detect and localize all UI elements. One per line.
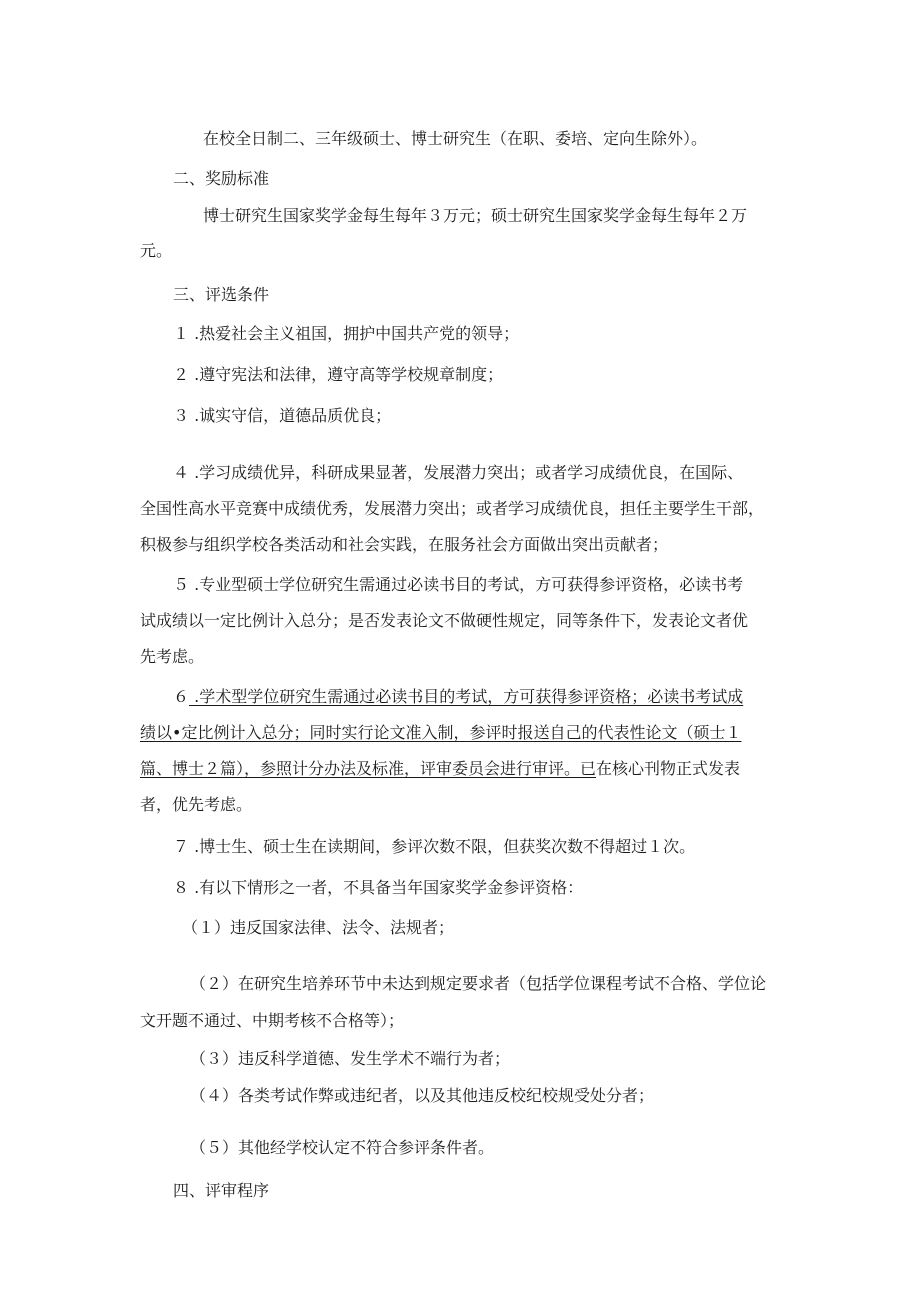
- sub-item: （２）在研究生培养环节中未达到规定要求者（包括学位课程考试不合格、学位论: [190, 974, 767, 993]
- condition-item: １ .热爱社会主义祖国，拥护中国共产党的领导；: [173, 324, 520, 343]
- reward-line: 元。: [140, 241, 173, 260]
- condition-number: ６: [173, 687, 190, 706]
- underlined-text: 篇、博士２篇），参照计分办法及标准，评审委员会进行审评。已: [140, 759, 597, 778]
- eligibility-line: 在校全日制二、三年级硕士、博士研究生（在职、委培、定向生除外）。: [203, 129, 708, 148]
- reward-line: 博士研究生国家奖学金每生每年３万元；硕士研究生国家奖学金每生每年２万: [203, 206, 748, 225]
- condition-item: ７ .博士生、硕士生在读期间，参评次数不限，但获奖次数不得超过１次。: [173, 837, 696, 856]
- reward-heading: 二、奖励标准: [173, 169, 270, 188]
- plain-text: 在核心刊物正式发表: [596, 759, 741, 778]
- review-heading: 四、评审程序: [173, 1181, 270, 1200]
- condition-item-cont: [140, 758, 740, 780]
- sub-item: （５）其他经学校认定不符合参评条件者。: [190, 1138, 495, 1157]
- sub-item: （４）各类考试作弊或违纪者，以及其他违反校纪校规受处分者；: [190, 1086, 655, 1105]
- underlined-text: 绩以•定比例计入总分；同时实行论文准入制，参评时报送自己的代表性论文（硕士１: [140, 723, 742, 742]
- conditions-heading: 三、评选条件: [173, 285, 270, 304]
- condition-item-cont: 全国性高水平竞赛中成绩优秀，发展潜力突出；或者学习成绩优良，担任主要学生干部，: [140, 499, 765, 518]
- condition-item: [173, 686, 743, 708]
- condition-item: ５ .专业型硕士学位研究生需通过必读书目的考试，方可获得参评资格，必读书考: [173, 575, 744, 594]
- condition-item: ３ .诚实守信，道德品质优良；: [173, 406, 392, 425]
- sub-item: （３）违反科学道德、发生学术不端行为者；: [190, 1049, 511, 1068]
- condition-item-cont: 试成绩以一定比例计入总分；是否发表论文不做硬性规定，同等条件下，发表论文者优: [140, 611, 749, 630]
- sub-item-cont: 文开题不通过、中期考核不合格等）；: [140, 1011, 405, 1030]
- sub-item: （１）违反国家法律、法令、法规者；: [182, 918, 455, 937]
- condition-item-cont: 者，优先考虑。: [140, 795, 253, 814]
- condition-item: ２ .遵守宪法和法律，遵守高等学校规章制度；: [173, 365, 504, 384]
- condition-item: ４ .学习成绩优异，科研成果显著，发展潜力突出；或者学习成绩优良，在国际、: [173, 463, 744, 482]
- condition-item-cont: 积极参与组织学校各类活动和社会实践，在服务社会方面做出突出贡献者；: [140, 535, 669, 554]
- underlined-text: .学术型学位研究生需通过必读书目的考试，方可获得参评资格；必读书考试成: [189, 687, 744, 706]
- condition-item-cont: 先考虑。: [140, 647, 205, 666]
- condition-item: ８ .有以下情形之一者，不具备当年国家奖学金参评资格：: [173, 878, 584, 897]
